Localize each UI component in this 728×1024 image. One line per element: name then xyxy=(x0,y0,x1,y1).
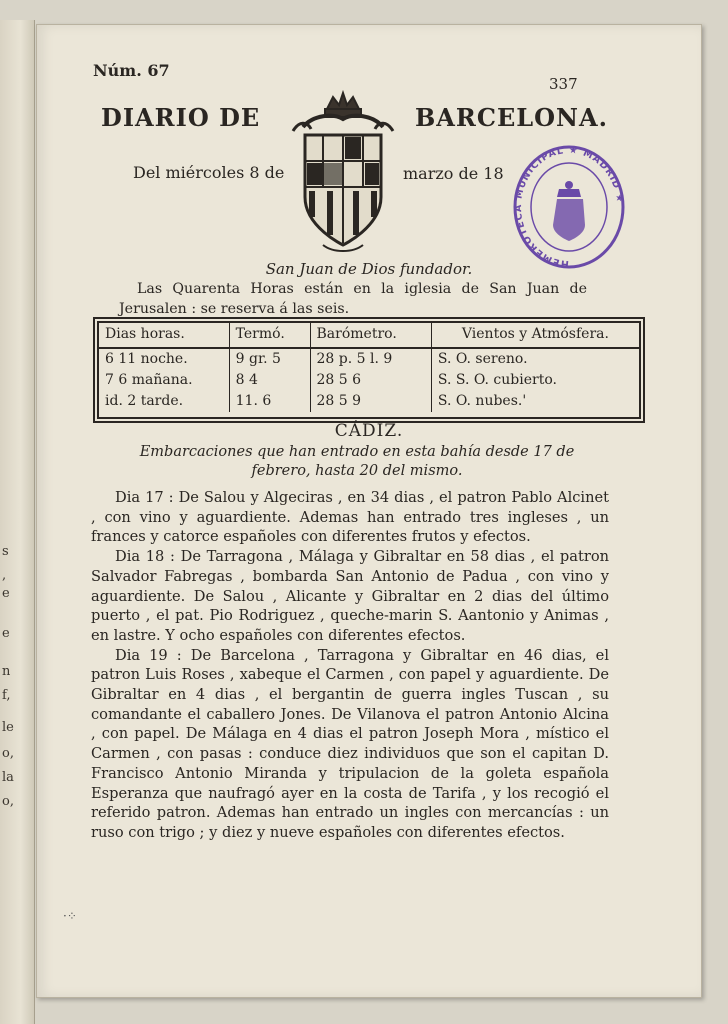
article-subtitle: Embarcaciones que han entrado en esta bahía desde 17 de febrero, hasta 20 del mismo. xyxy=(139,444,575,479)
date-line-right: marzo de 18 xyxy=(403,164,504,183)
weather-cell-wind: S. S. O. cubierto. xyxy=(437,372,557,388)
weather-header-days: Dias horas. xyxy=(99,323,229,348)
weather-cell-temp: 11. 6 xyxy=(229,391,310,412)
date-line-left: Del miércoles 8 de xyxy=(133,163,285,182)
weather-cell-wind: S. O. sereno. xyxy=(437,351,528,367)
saint-of-the-day: San Juan de Dios fundador. xyxy=(265,260,473,278)
weather-cell-pressure: 28 5 9 xyxy=(310,391,431,412)
weather-cell-day: 6 11 noche. xyxy=(99,348,229,370)
weather-cell-temp: 9 gr. 5 xyxy=(229,348,310,370)
library-stamp xyxy=(511,145,627,275)
coat-of-arms-icon xyxy=(283,87,403,257)
masthead-title-left: DIARIO DE xyxy=(101,103,261,132)
article-paragraph: Dia 17 : De Salou y Algeciras , en 34 dias , el patron Pablo Alcinet , con vino y aguardiente. Ademas han entrado tres ingleses , un frances y catorce españoles con diferentes frutos y efectos. xyxy=(91,489,609,546)
edge-fragment: le xyxy=(2,720,14,735)
edge-fragment: s xyxy=(2,544,9,559)
edge-fragment: o, xyxy=(2,746,14,761)
article-paragraph: Dia 19 : De Barcelona , Tarragona y Gibraltar en 46 dias, el patron Luis Roses , xabeque el Carmen , con papel y aguardiente. De Gibraltar en 4 dias , el bergantin de guerra ingles Tuscan , su comandante el caballero Jones. De Vilanova el patron Antonio Alcina , con papel. De Málaga en 4 dias el patron Joseph Mora , místico el Carmen , con pasas : conduce diez individuos que son el capitan D. Francisco Antonio Miranda y tripulacion de la goleta española Esperanza que naufragó ayer en la costa de Tarifa , y los recogió el referido patron. Ademas han entrado un ingles con mercancías : un ruso con trigo ; y diez y nueve españoles con diferentes efectos. xyxy=(91,646,609,841)
weather-cell-day: 7 6 mañana. xyxy=(99,370,229,391)
edge-fragment: la xyxy=(2,770,14,785)
weather-cell-pressure: 28 5 6 xyxy=(310,370,431,391)
article-city-heading: CÁDIZ. xyxy=(334,421,404,441)
edge-fragment: e xyxy=(2,586,10,601)
edge-fragment: o, xyxy=(2,794,14,809)
quarenta-horas-notice: Las Quarenta Horas están en la iglesia de San Juan de Jerusalen : se reserva á las seis. xyxy=(119,281,587,317)
article-paragraph: Dia 18 : De Tarragona , Málaga y Gibraltar en 58 dias , el patron Salvador Fabregas , bombarda San Antonio de Padua , con vino y aguardiente. De Salou , Alicante y Gibraltar en 2 dias del último puerto , el pat. Pio Rodriguez , queche-marin S. Aantonio y Animas , en lastre. Y ocho españoles con diferentes efectos. xyxy=(91,548,609,644)
book-left-page-edge xyxy=(0,20,35,1024)
weather-header-barometer: Barómetro. xyxy=(310,323,431,348)
table-row xyxy=(99,348,639,370)
stamp-text: HEMEROTECA MUNICIPAL ★ MADRID ★ xyxy=(512,145,626,270)
edge-fragment: e xyxy=(2,626,10,641)
weather-cell-pressure: 28 p. 5 l. 9 xyxy=(310,348,431,370)
weather-cell-temp: 8 4 xyxy=(229,370,310,391)
table-row xyxy=(99,370,639,391)
masthead-title-right: BARCELONA. xyxy=(415,103,608,132)
edge-fragment: , xyxy=(2,568,7,583)
weather-header-winds: Vientos y Atmósfera. xyxy=(431,323,639,348)
edge-fragment: n xyxy=(2,664,11,679)
weather-table xyxy=(97,321,641,419)
weather-header-thermometer: Termó. xyxy=(229,323,310,348)
weather-cell-wind: S. O. nubes.' xyxy=(437,393,527,409)
newspaper-page xyxy=(36,24,702,998)
table-row xyxy=(99,391,639,412)
edge-fragment: f, xyxy=(2,688,11,703)
weather-cell-day: id. 2 tarde. xyxy=(99,391,229,412)
article-body xyxy=(91,488,609,843)
issue-number: Núm. 67 xyxy=(93,61,170,80)
ink-smudge: ·⁘ xyxy=(63,909,77,923)
page-number: 337 xyxy=(549,75,578,93)
